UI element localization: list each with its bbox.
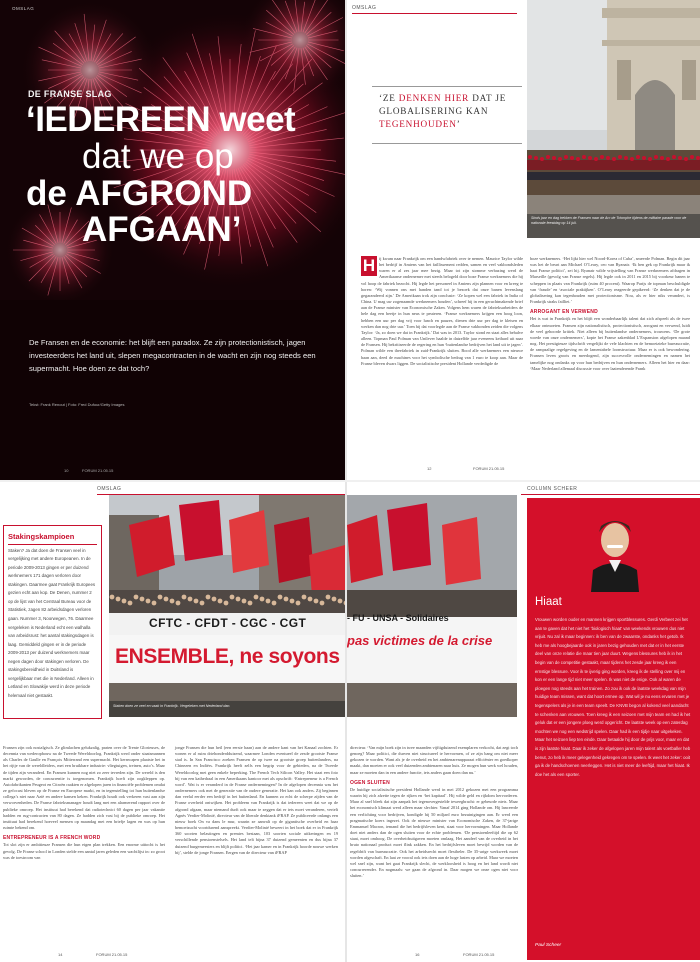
protest-photo-continued bbox=[347, 495, 517, 717]
headline-line-3: de AFGROND bbox=[26, 174, 253, 213]
banner-continued-red: pas victimes de la crise bbox=[347, 633, 493, 648]
column-2-text: boze werknemers. ‘Het lijkt hier wel Noord-Korea of Cuba’, smeerde Polman. Begin dit jaar was het de beurt aan Michael O’Leary, ceo van Ryanair. ‘Ik ben gek op Frankrijk maar ik haat Franse politici’, zei hij. Ryanair wilde vrijstelling van Franse werknemers afdragen in Marseille (gevolg van Franse regels). Hij legde ook in 2011 en 2015 bij voorkeur banen te scheppen in plaats van Frankrijk (ruim 40 procent). Waarop Parijs de topman beschuldigde van ‘fraude’ en ‘asociale praktijken’. O’Leary reageerde gepikeerd: ‘Ze denken dat je de globalisering kan tegenhouden met protectionisme. Nou, als er hier niks verandert, is Frankrijk straks failliet.’ bbox=[530, 256, 690, 305]
pullquote-part-2: DAT JE GLOBALISERING KAN bbox=[379, 93, 507, 116]
pullquote-end: ’ bbox=[456, 119, 461, 129]
column-1b-text: De huidige socialistische president Hollande werd in mei 2012 gekozen met een programma waarin hij zich afzette tegen de rijken en ‘het kapitaal’. Hij wilde geld en rijkdom hervorderen. Maar al snel bleek dat zijn aanpak het tegenovergestelde teweegbracht: er gebeurde niets. Maar het economisch klimaat werd alleen maar slechter. Vanaf 2014 ging Hollande om. Hij lanceerde een verlichting voor bedrijven, kondigde hij 50 miljard euro bezuinigingen aan. Er werd een pragmatische koers ingezet. Ook de nieuwe minister van Economische Zaken, de 37-jarige Emmanuel Macron, iemand die het bedrijfsleven kent, staat voor hervormingen. Maar Hollande doet niet anders dan de ogen sluiten voor de echte problemen. ‘De pensioenleeftijd die op 62 staat, moet omhoog. De overheidsuitgaven moeten omlaag. Het aandeel van de overheid in het bruto nationaal product moet flink zakken. En het bedrijfsleven moet bevrijd worden van de regeldrift van bureaucratie. Ook het arbeidsrecht moet flexibeler. De 35-urige werkweek moet worden afgeschaft. En laat ze vooral ook iets doen aan de hoge lasten op arbeid. Maar we moeten wel snel zijn, want het gaat Frankrijk slecht, de werkloosheid is hoog en het land wordt niet concurrerender. En nogmaals: we gaan de afgrond in. Daar mogen we onze ogen niet voor sluiten.’ bbox=[350, 786, 518, 879]
pullquote-red-1: DENKEN HIER bbox=[398, 93, 470, 103]
cover-page bbox=[0, 0, 345, 480]
column-2-text: jonge Fransen die hun heil (een eerste baan) aan de andere kant van het Kanaal zochten. Er wonen er al ruim driehonderdduizend, waarmee Londen eventueel de zesde grootste Franse stad is. In San Francisco zoeken Fransen de op twee na grootste groep buitenlanders, na Chinezen en Indiërs. Frankrijk heeft zelfs een begrip voor de gebieden, na de Tweede Wereldoorlog met geen enkele beperking. The French Tech Silicon Valley. Het staat een foto bij van een kathedraal in een Amerikaans kantoor met als opschrift: ‘Entrepreneur is a French word’. Wat is er veranderd in de Franse ondernemingen? In de afgelopen decennia was het ondernemers ook met de generatie van de oudere generatie. Het kan ook anders. Zij beginnen dan veelal eerder een bedrijf in het buitenland. En kunnen zo echt de scherpe zijden van de Franse overheid ontwijken. Het probleem van Frankrijk is dat iedereen weet dat we op de afgrond afgaan, maar niemand durft ook maar te zeggen dat er iets moet veranderen, vertelt Agnès Verdier-Molinié, directeur van de liberale denktank iFRAP. Ze publiceerde onlangs een nieuw boek On va dans le mur, waarin ze aanvalt op de gigantische overheid en haar bemoeizucht voortdurend aanspreekt. Verdier-Molinié beweert in het boek dat er in Frankrijk 360 soorten belastingen en premies bestaan, 103 soorten sociale uitkeringen en 19 verschillende pensioenstelsels. Het land telt bijna 37 duizend gemeenten en dus bijna 37 duizend burgemeesters en blijft politici. ‘Het jaar kamer en in Frankrijk hoorde nouwe werken bij’, stelde de jonge Fransen. Eergen van de directeur van iFRAP bbox=[175, 745, 338, 855]
cover-credit: Tekst: Frank Renout | Foto: Fred Dufour/Getty Images bbox=[29, 402, 125, 407]
section-rule bbox=[352, 13, 517, 14]
section-tag: OMSLAG bbox=[12, 6, 35, 11]
photo-caption: Sinds jaar en dag trekken de Fransen naar de Arc de Triomphe tijdens de militaire parade voor de nationale feestdag op 14 juli. bbox=[531, 216, 687, 225]
article-column-2 bbox=[175, 745, 338, 856]
article-column-2 bbox=[530, 256, 690, 372]
banner-bottom-text: ENSEMBLE, ne soyons bbox=[115, 645, 340, 668]
pullquote-part-1: ‘ZE bbox=[379, 93, 396, 103]
column-2b-text: Het is wat in Frankrijk en het blijft een wonderbaarlijk talent dat zich afspeelt als de twee elkaar ontmoeten. Fransen zijn nationalistisch, protectionistisch, arrogant en verwend, luidt de veel gehoorde kritiek. Niet alleen bij buitenlandse ondernemers, trouwens. ‘De grote woede van onze ondernemers’, kopte het Franse zakenblad L’Expansion afgelopen maand nog. Het prestigieuze tijdschrift vergelijkt de vele klachten en de bemoeizieke bureaucratie, de rampzalige regelgeving en de lamentabele loonstructuur. Maar er is ook bewondering. Fransen leven groots en meedogend, zijn succesvolle ondernemingen en namen het tamelijke nog ondanks op voor hun bedrijven en hun ondernemers. Alleen het hier en daar: ‘Maar Nederland allemaal discussie voor over laaienderende Frank bbox=[530, 316, 690, 371]
arc-de-triomphe-photo bbox=[527, 0, 700, 238]
subhead: ENTREPRENEUR IS A FRENCH WORD bbox=[3, 835, 101, 842]
sidebar-rule bbox=[8, 544, 97, 545]
cover-kicker: DE FRANSE SLAG bbox=[28, 89, 112, 99]
columnist-portrait-photo bbox=[585, 508, 645, 592]
headline-line-2: dat we op bbox=[82, 137, 234, 176]
headline-line-4: AFGAAN’ bbox=[82, 210, 242, 249]
column-1-text: ij kwam naar Frankrijk om een handwfabriek over te nemen. Maurice Taylor wilde het bedrijf in Amiens van het faillissement redden, samen en veel vakbondsleden waren er al zes jaar mee bezig. Maar tot zijn stomme verbazing werd de Amerikaanse ondernemer met steeds belogeld door boze Franse werknemers die hij vol hoop de fabriek bezocht. Hij legde het personeel in Amiens zijn plannen voor en kreeg te horen: ‘Wij vonnen ons met handen tand tot je bezoek dat onze banen levenslang gegarandeerd zijn.’ De Amerikaan trok zijn conclusie: ‘Ze kopen wel een fabriek in India of China. U mag uw zogenaamde werknemers houden’, schreef hij in een geruchtmakende brief aan de Franse minister van Economische Zaken. Volgens hem waren de fabrieksarbeiders de hele dag een beetje in hun neus te peuteren. ‘Franse werknemers krijgen een hoog loon, hebben een uur per dag vrij voor lunch en pauzes, dienen drie uur per dag te kletsen en werken dan nog drie uur.’ Toen hij dat voorlegde aan de Franse vakbonden zeiden die volgens Taylor: ‘Ja, zo doen we dat in Frankrijk.’ Dat was in 2013. Taylor stond en staat alles behalve alleen. Topman Paul Polman van Unilever haalde in datzelfde jaar eveneens keihard uit naar de Fransen. Hij bekritiseerde de regering en hun ‘buitenlandse bedrijven het land uit te jagen’. Polman wilde een theefabriek in zuid-Frankrijk sluiten. Bood alle werknemers een nieuwe baan aan, deed de machines voor het symbolische bedrag van 1 euro te koop aan. Maar de Franse bleven dwars liggen. De socialistische president Hollande verdedigde de bbox=[361, 256, 523, 366]
protest-march-photo bbox=[109, 495, 345, 717]
cover-headline bbox=[26, 102, 345, 248]
banner-top-text: CFTC - CFDT - CGC - CGT bbox=[149, 616, 307, 630]
article-page-16 bbox=[347, 482, 700, 962]
section-tag: OMSLAG bbox=[352, 5, 377, 11]
headline-line-1: ‘IEDEREEN weet bbox=[26, 100, 296, 139]
column-1b-text: Tot slot zijn er ambitieuze Fransen die hun eigen plan trekken. Een enorme uittocht is het gevolg. De Franse school in Londen stelde een aantal jaren geleden een wachtlijst in: zo groot was de toestroom van bbox=[3, 842, 165, 860]
pullquote-rule-bottom bbox=[372, 143, 522, 144]
article-column-1 bbox=[3, 745, 165, 861]
drop-cap: H bbox=[362, 256, 376, 275]
sidebar-box bbox=[3, 525, 102, 719]
pullquote-red-2: TEGENHOUDEN bbox=[379, 119, 457, 129]
column-1-text: directeur. ‘Van mijn boek zijn in twee maanden vijftigduizend exemplaren verkocht, dat zegt toch genoeg? Maar politici, die durven niet structureel te hervormen, of ze zijn bang om niet meer gekozen te worden. Want als je de overheid en het ambtenarenapparaat efficiënter en goedkoper maakt, dan moeten er ook veel duizenden ambtenaren naar huis. Ze mogen hun werk wel houden, maar ze moeten dan in een andere functie, iets anders gaan doen dan nu.’ bbox=[350, 745, 518, 775]
subhead: ARROGANT EN VERWEND bbox=[530, 309, 598, 316]
article-page-14 bbox=[0, 482, 345, 962]
magazine-footer: FORUM 21.05.15 bbox=[473, 466, 505, 471]
column-box bbox=[527, 498, 700, 960]
page-number: 12 bbox=[427, 466, 432, 471]
article-column-1 bbox=[361, 256, 523, 367]
subhead: OGEN SLUITEN bbox=[350, 779, 390, 786]
page-number: 16 bbox=[415, 952, 420, 957]
column-title: Hiaat bbox=[535, 596, 562, 608]
photo-caption: Staken doen ze veel en vaak in Frankrijk. Vergeleken met Nederland dan. bbox=[113, 704, 231, 708]
magazine-footer: FORUM 21.05.15 bbox=[82, 468, 114, 473]
column-1-text: Fransen zijn ook nostalgisch. Ze glimlachen gelukzalig, praten over de Trente Glorieuses, de decennia van wederopbouw na de Tweede Wereldoorlog. Frankrijk werd onder staatsmannen als Charles de Gaulle en François Mitterrand een supermacht. Het kernwapen plaatste het in het rijtje van de wereldleiders, met een bruikbare industrie: vliegtuigen, treinen, auto’s. Maar de tijden zijn veranderd. En Fransen kunnen nog niet zo zeer tevreden zijn. De wereld is den markt geworden, de concurrentie is toegenomen. Frankrijk hoeft zijn oogkleppen op. Autofabrikanten Peugeot en Citroën raakten er afgelopen jaren in financiële problemen omdat ze gefocust bleven op de Franse en Europese markt, en in tegenstelling tot hun buitenlandse collega’s niet naar Azië en andere kansen keken. Frankrijk houdt ook verkeren vast aan zijn verworvenheden. De Franse fabrieksmanager houdt lang met een alarmerend rapport over de publieke omroep. Het instituut had berekend dat radiotechnici 60 dagen per jaar vakantie hadden en rug-contracten van 80 dagen. Ze hadden zich vast bij de publieke omroep. Het instituut had berekend hoeveel mensen op maandag met een briefje lagen en was op hun ruimte bekend om. bbox=[3, 745, 165, 831]
pullquote-rule bbox=[372, 86, 522, 87]
column-author: Paul Scheer bbox=[535, 943, 562, 948]
section-tag: OMSLAG bbox=[97, 486, 122, 492]
pullquote bbox=[379, 92, 524, 131]
cover-intro: De Fransen en de economie: het blijft een paradox. Ze zijn protectionistisch, jagen investeerders het land uit, slepen megacontracten in de wacht en zijn nog steeds een supermacht. Hoe doen ze dat toch? bbox=[29, 338, 316, 373]
sidebar-text: Staken? Ja dat doen de Fransen veel in vergelijking met andere Europeanen. In de periode 2009-2013 gingen er per duizend werknemers 171 dagen verloren door stakingen. Daarmee gaat Frankrijk Europees gezien echt aan kop. De Denen, nummer 2 op de lijst van het Centraal Bureau voor de Statistiek, zagen 82 arbeidsdagen verloren gaan. Nummer 3, Noorwegen, 76. Daarmee vergeleken is Nederland echt een walhalla van arbeidsrust: het aantal stakingsdagen is laag. Gemiddeld gingen er in de periode 2009-2013 per duizend werknemers maar negen dagen door stakingen verloren. De stakingsbereidheid in Duitsland is vergelijkbaar met die in Nederland. Alleen in Letland en Slowakije werd in deze periode helemaal niet gestaakt. bbox=[8, 547, 96, 698]
banner-continued-text: - FU - UNSA - Solidaires bbox=[347, 613, 449, 623]
section-rule bbox=[521, 494, 700, 495]
magazine-footer: FORUM 21.05.15 bbox=[96, 952, 128, 957]
article-column-1 bbox=[350, 745, 518, 879]
page-number: 10 bbox=[64, 468, 69, 473]
page-number: 14 bbox=[58, 952, 63, 957]
section-tag: COLUMN SCHEER bbox=[527, 486, 578, 492]
magazine-footer: FORUM 21.05.15 bbox=[463, 952, 495, 957]
sidebar-title: Stakingskampioen bbox=[8, 532, 75, 541]
article-page-12 bbox=[347, 0, 700, 480]
column-text: Vrouwen worden ouder en mannen krijgen sportblessures. Gerdi Verbeet zei het aan te gaven dat het niet het ‘biologisch hiaat’ van weekends vrouwen dus niet vrijuit. Nu zal ik maar beginnen: ik ben van de zwaarste, ondanks het getob. Ik heb me als hoogbejaarde ook in jaren bezig gehouden met dat er in het eerste deel van onze relatie die maar tien jaar duurt. Wegens blessures heb ik in het begin van de competitie gestaakt, maar tijdens het zesde jaar kreeg ik een ernstige blessure. Voor ik te ijverig ging worden, kreeg ik de stelling over mij en kon er een lange tijd niet meer spelen. Ik was niet de enige. Ook al waren de ploegen nog steeds aan het trainen. Zo zou ik ook de laatste weekdag van mijn huidige team missen, want dat hoort ermee op. Wat wil je nu eens ervaren met je tegenspelers als je in een team speelt. De KNVB begon al kokend veel aandacht te schenken aan vrouwen. Toen kreeg ik een seizoen met mijn team en had ik het geluk dat er een jongere ploeg werd opgericht. De laatste week op een zaterdag mochten we nog een wedstrijd spelen. Daar had ik een tijdje naar uitgekeken. Maar het seizoen liep ten einde. Daar betaalde hij door de prijs voor, maar en dat is zijn laatste hiaat. Daar ik zeker de afgelopen jaren mijn talent als voetballer heb benut, zo heb ik meer gelegenheid gekregen om te spelen. Ik weet het zeker: ooit ga ik de handschoenen neerleggen. Het is niet meer de leeftijd, maar het hiaat. Ik doe het als een sporter. bbox=[535, 617, 691, 777]
spread-divider bbox=[0, 480, 700, 482]
